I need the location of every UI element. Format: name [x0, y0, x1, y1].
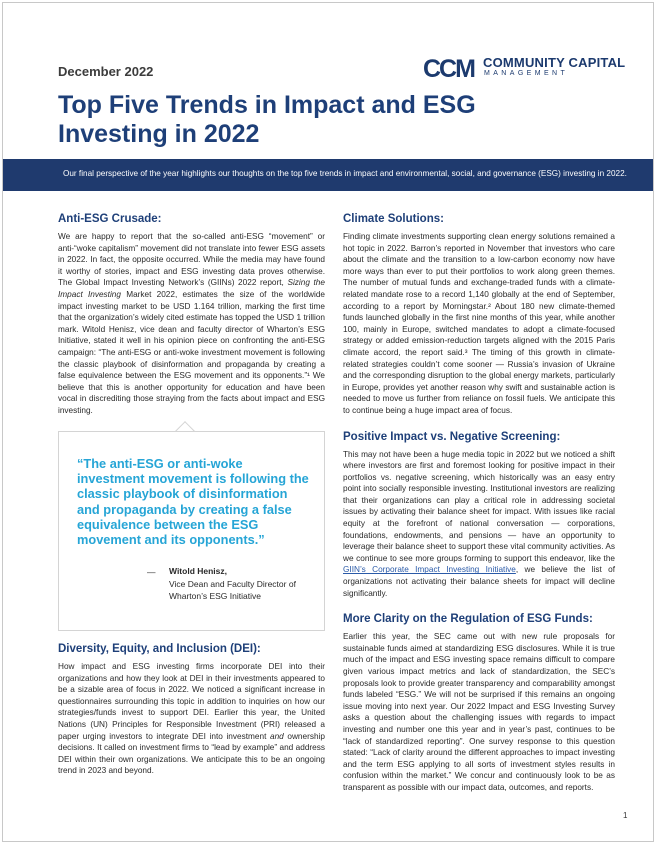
giin-initiative-link[interactable]: GIIN’s Corporate Impact Investing Initiative [343, 565, 516, 575]
logo-line-1: COMMUNITY CAPITAL [483, 55, 626, 70]
document-date: December 2022 [58, 64, 154, 79]
pull-quote-box [58, 431, 325, 631]
logo-line-2: MANAGEMENT [484, 70, 569, 77]
section-heading-climate: Climate Solutions: [343, 213, 444, 225]
title-line-1: Top Five Trends in Impact and ESG [58, 91, 476, 119]
section-heading-regulation: More Clarity on the Regulation of ESG Funds: [343, 613, 593, 626]
dei-paragraph: How impact and ESG investing firms incorporate DEI into their organizations and how they look at DEI in their investments appeared to be a sizable area of focus in 2022. We noticed a significant increase in questionnaires surrounding this topic in addition to inquiries on how our strategies/funds invest to support DEI. Earlier this year, the United Nations (UN) Principles for Responsible Investment (PRI) released a paper urging investors to integrate DEI into investment and ownership decisions. It called on investment firms to “lead by example” and address DEI within their own organizations. We anticipate this to be an ongoing trend in 2023 and beyond. [58, 662, 325, 776]
banner-text: Our final perspective of the year highlights our thoughts on the top five trends in impact and environmental, social, and governance (ESG) investing in 2022. [63, 169, 627, 178]
climate-paragraph: Finding climate investments supporting clean energy solutions remained a hot topic in 2022. Barron’s reported in November that investors who care about the climate and the transition to a low-carbon economy now have more ways than ever to put their portfolios to work along green themes. The number of mutual funds and exchange-traded funds with a climate-related mandate rose to a record 1,140 globally at the end of September, according to a report by Morningstar.² About 180 new climate-themed funds launched globally in the first nine months of this year, while another 100, mainly in Europe, switched mandates to adopt a climate-focused strategy or added emission-reduction targets aligned with the 2015 Paris climate accord, the report said.³ The timing of this growth in climate-related strategies couldn’t come sooner — Russia’s invasion of Ukraine and the corresponding disruption to the global energy markets, particularly in Europe, provides yet another reason why swift and sustainable action is needed to move us further from reliance on fossil fuels. We anticipate this to continue being a huge impact area of focus. [343, 232, 615, 415]
quote-attribution-dash: — [147, 567, 156, 577]
document-title [58, 91, 618, 149]
svg-text:CCM: CCM [423, 55, 474, 82]
company-logo [423, 54, 626, 82]
title-line-2: Investing in 2022 [58, 120, 260, 148]
anti-esg-paragraph: We are happy to report that the so-called anti-ESG “movement” or anti-“woke capitalism” movement did not translate into fewer ESG assets in 2022. In fact, the opposite occurred. While the media may have found it worthy of stories, impact and ESG investing data proves otherwise. The Global Impact Investing Network’s (GIINs) 2022 report, Sizing the Impact Investing Market 2022, estimates the size of the worldwide impact investing market to be USD 1.164 trillion, marking the first time that the organization’s widely cited estimate has topped the USD 1 trillion mark. Witold Henisz, vice dean and faculty director of Wharton’s ESG Initiative, stated it well in his opinion piece on confronting the anti-ESG campaign: “The anti-ESG or anti-woke investment movement is following the classic playbook of disinformation and propaganda by creating a false equivalence between the ESG movement and its opponents.”¹ We believe that this is another opportunity for education and have been vocal in discrediting those straying from the facts about impact and ESG investing. [58, 232, 326, 415]
regulation-paragraph: Earlier this year, the SEC came out with new rule proposals for sustainable funds aimed at standardizing ESG disclosures. While it is true much of the impact and ESG investing space remains difficult to compare given various impact metrics and lack of standardization, the SEC’s proposals look to provide greater transparency and comparability amongst funds labeled “ESG.” We will not be surprised if this remains an ongoing issue moving into next year. Our 2022 Impact and ESG Investing Survey asks a question about the challenging issues with regards to impact investing and number one this year and in year’s past, continues to be “lack of standardized reporting”. One survey response to this question stated: “Lack of clarity around the different approaches to impact investing and the term ESG applying to all sorts of investment styles results in confusion within the market.” We concur and continuously look to be as transparent as possible with our impact data, outcomes, and reports. [343, 632, 615, 792]
page-number: 1 [623, 811, 628, 820]
right-column [343, 213, 615, 794]
pull-quote-text: “The anti-ESG or anti-woke investment movement is following the classic playbook of disinformation and propaganda by creating a false equivalence between the ESG movement and its opponents.” [77, 456, 309, 548]
screening-paragraph: This may not have been a huge media topic in 2022 but we noticed a shift where investors are first and foremost looking for positive impact in their portfolios vs. negative screening, which historically was an easy entry point into socially responsible investing. Institutional investors are realizing that their organizations can play a critical role in addressing societal issues by activating their balance sheet for impact. With issues like racial equity at the forefront of national conversation — corporations, foundations, endowments, and pensions — have an opportunity to leverage their balance sheet to support these vital community activities. As we continue to see more groups forming to support this endeavor, like the GIIN’s Corporate Impact Investing Initiative, we believe the list of organizations not activating their balance sheets for impact will decline significantly. [343, 449, 616, 598]
ccm-logo-mark [423, 54, 479, 82]
section-heading-dei: Diversity, Equity, and Inclusion (DEI): [58, 643, 261, 655]
quote-author-name: Witold Henisz, [169, 566, 228, 576]
document-page [2, 2, 654, 842]
quote-author-role: Vice Dean and Faculty Director of Wharton’s ESG Initiative [169, 579, 296, 601]
intro-banner [3, 159, 654, 191]
section-heading-screening: Positive Impact vs. Negative Screening: [343, 430, 561, 443]
left-column [58, 213, 325, 417]
dei-section [58, 643, 325, 777]
section-heading-anti-esg: Anti-ESG Crusade: [58, 213, 162, 225]
